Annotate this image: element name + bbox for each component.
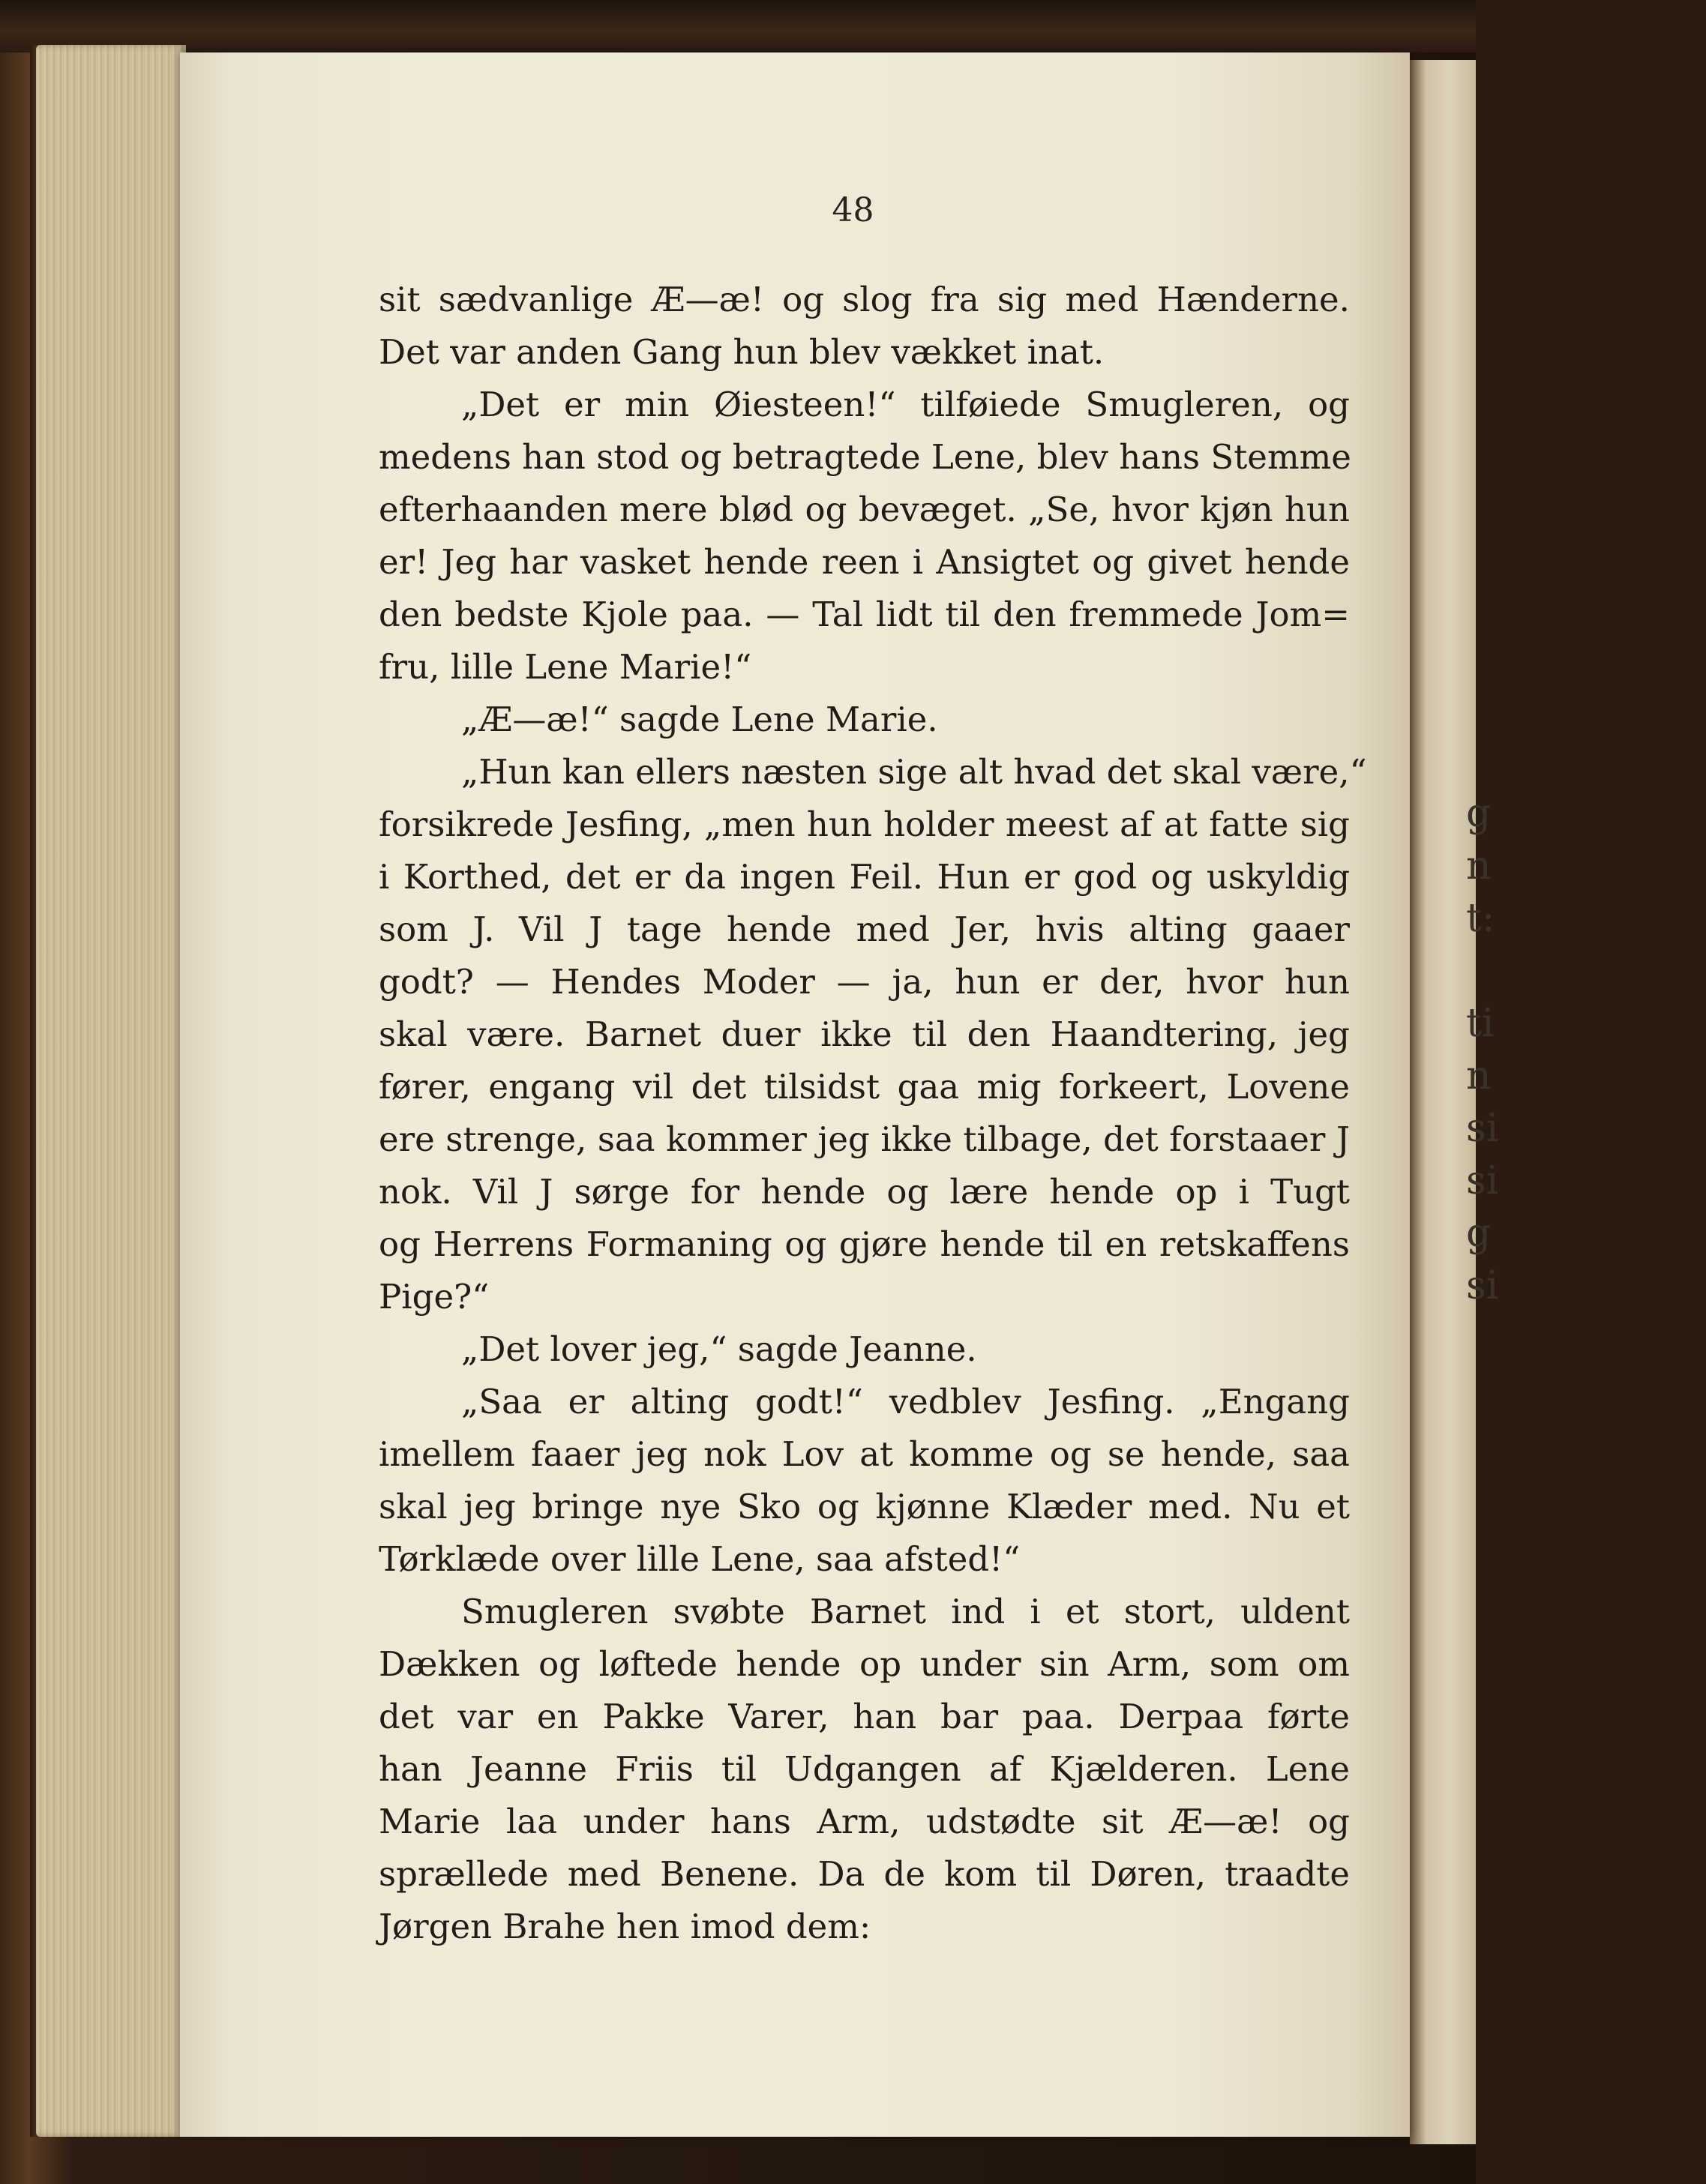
text-line: godt? — Hendes Moder — ja, hun er der, hvor hun xyxy=(379,962,1350,1002)
text-line: „Det lover jeg,“ sagde Jeanne. xyxy=(461,1329,977,1369)
text-line: Det var anden Gang hun blev vækket inat. xyxy=(379,332,1105,372)
text-line: Marie laa under hans Arm, udstødte sit Æ—æ! og xyxy=(379,1802,1350,1841)
text-line: forsikrede Jesfing, „men hun holder meest af at fatte sig xyxy=(379,804,1350,844)
text-line: fører, engang vil det tilsidst gaa mig forkeert, Lovene xyxy=(379,1067,1350,1107)
text-line: er! Jeg har vasket hende reen i Ansigtet og givet hende xyxy=(379,542,1350,582)
text-line: skal være. Barnet duer ikke til den Haandtering, jeg xyxy=(379,1014,1350,1054)
text-line: sprællede med Benene. Da de kom til Døren, traadte xyxy=(379,1854,1350,1894)
page-stack-edges xyxy=(36,45,186,2137)
text-line: og Herrens Formaning og gjøre hende til en retskaffens xyxy=(379,1224,1350,1264)
text-line: nok. Vil J sørge for hende og lære hende op i Tugt xyxy=(379,1172,1350,1212)
page-number: 48 xyxy=(832,191,874,229)
text-line: Smugleren svøbte Barnet ind i et stort, uldent xyxy=(461,1592,1350,1631)
text-line: fru, lille Lene Marie!“ xyxy=(379,647,752,687)
text-line: i Korthed, det er da ingen Feil. Hun er god og uskyldig xyxy=(379,857,1350,897)
next-page-text-fragment: g n t: ti n si si g si xyxy=(1466,791,1499,1308)
text-line: Tørklæde over lille Lene, saa afsted!“ xyxy=(379,1539,1021,1579)
text-line: Jørgen Brahe hen imod dem: xyxy=(379,1907,871,1946)
text-line: efterhaanden mere blød og bevæget. „Se, hvor kjøn hun xyxy=(379,490,1350,529)
text-line: „Det er min Øiesteen!“ tilføiede Smugleren, og xyxy=(461,385,1350,424)
text-line: „Saa er alting godt!“ vedblev Jesfing. „Engang xyxy=(461,1382,1350,1422)
text-line: sit sædvanlige Æ—æ! og slog fra sig med Hænderne. xyxy=(379,280,1350,319)
text-line: han Jeanne Friis til Udgangen af Kjælderen. Lene xyxy=(379,1749,1350,1789)
text-line: medens han stod og betragtede Lene, blev hans Stemme xyxy=(379,437,1351,477)
text-line: skal jeg bringe nye Sko og kjønne Klæder med. Nu et xyxy=(379,1487,1350,1526)
text-line: Dækken og løftede hende op under sin Arm, som om xyxy=(379,1644,1350,1684)
page-body-text xyxy=(379,274,1367,1953)
book-top-edge xyxy=(0,0,1476,52)
text-line: „Hun kan ellers næsten sige alt hvad det skal være,“ xyxy=(461,752,1367,792)
text-line: „Æ—æ!“ sagde Lene Marie. xyxy=(461,700,938,739)
text-line: den bedste Kjole paa. — Tal lidt til den fremmede Jom= xyxy=(379,595,1350,634)
text-line: imellem faaer jeg nok Lov at komme og se hende, saa xyxy=(379,1434,1350,1474)
text-line: det var en Pakke Varer, han bar paa. Derpaa førte xyxy=(379,1697,1350,1736)
text-line: som J. Vil J tage hende med Jer, hvis alting gaaer xyxy=(379,909,1350,949)
text-line: ere strenge, saa kommer jeg ikke tilbage, det forstaaer J xyxy=(379,1119,1350,1159)
text-line: Pige?“ xyxy=(379,1277,490,1317)
